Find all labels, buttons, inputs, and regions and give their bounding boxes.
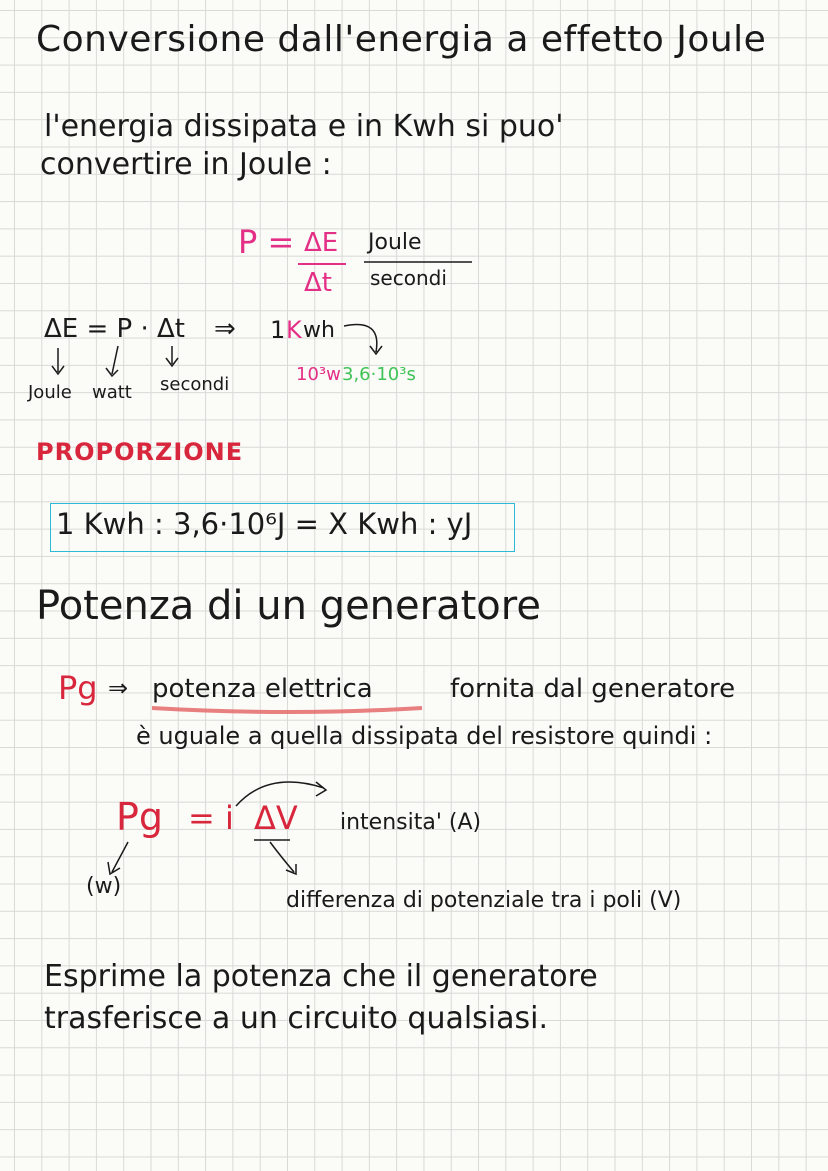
page-title: Conversione dall'energia a effetto Joule bbox=[36, 19, 767, 60]
potential-difference-label: differenza di potenziale tra i poli (V) bbox=[286, 888, 682, 913]
conversion-watt: 10³w bbox=[296, 364, 341, 385]
arrow-down-icon bbox=[106, 346, 118, 376]
generator-rest: fornita dal generatore bbox=[450, 674, 736, 704]
kwh-wh: wh bbox=[303, 318, 335, 343]
seconds-label: secondi bbox=[160, 374, 230, 395]
joule-label: Joule bbox=[28, 382, 72, 403]
intro-line-2: convertire in Joule : bbox=[40, 147, 332, 182]
power-unit-numerator: Joule bbox=[368, 230, 422, 255]
conversion-seconds: 3,6·10³s bbox=[342, 364, 416, 385]
watt-label: watt bbox=[92, 382, 132, 403]
intro-line-1: l'energia dissipata e in Kwh si puo' bbox=[44, 109, 564, 144]
conclusion-line-2: trasferisce a un circuito qualsiasi. bbox=[44, 1001, 549, 1036]
conclusion-line-1: Esprime la potenza che il generatore bbox=[44, 959, 598, 994]
proportion-heading: PROPORZIONE bbox=[36, 438, 244, 466]
proportion-formula: 1 Kwh : 3,6·10⁶J = X Kwh : yJ bbox=[56, 507, 473, 541]
arrow-down-icon bbox=[108, 842, 128, 874]
generator-line-2: è uguale a quella dissipata del resistore quindi : bbox=[136, 722, 713, 750]
formula2-lhs: Pg bbox=[116, 795, 164, 839]
watt-unit: (w) bbox=[86, 874, 122, 899]
arrow-down-icon bbox=[270, 842, 296, 874]
energy-formula: ΔE = P · Δt bbox=[44, 314, 185, 344]
formula2-eq: = i bbox=[188, 799, 234, 837]
power-unit-denominator: secondi bbox=[370, 266, 447, 290]
curved-arrow-icon bbox=[344, 324, 382, 354]
generator-symbol: Pg bbox=[58, 669, 98, 707]
kwh-k: K bbox=[286, 316, 302, 344]
underlined-term: potenza elettrica bbox=[152, 674, 373, 704]
generator-implies: ⇒ bbox=[108, 674, 129, 702]
intensity-label: intensita' (A) bbox=[340, 810, 482, 835]
power-formula-lhs: P = bbox=[238, 223, 295, 261]
implies-arrow: ⇒ bbox=[214, 314, 236, 344]
section-title: Potenza di un generatore bbox=[36, 583, 541, 629]
arrow-down-icon bbox=[52, 348, 64, 374]
power-formula-numerator: ΔE bbox=[304, 228, 339, 258]
kwh-one: 1 bbox=[270, 316, 286, 344]
arrow-down-icon bbox=[166, 346, 178, 366]
power-formula-denominator: Δt bbox=[304, 268, 332, 298]
formula2-dv: ΔV bbox=[254, 799, 298, 837]
underline-highlight bbox=[152, 708, 422, 712]
